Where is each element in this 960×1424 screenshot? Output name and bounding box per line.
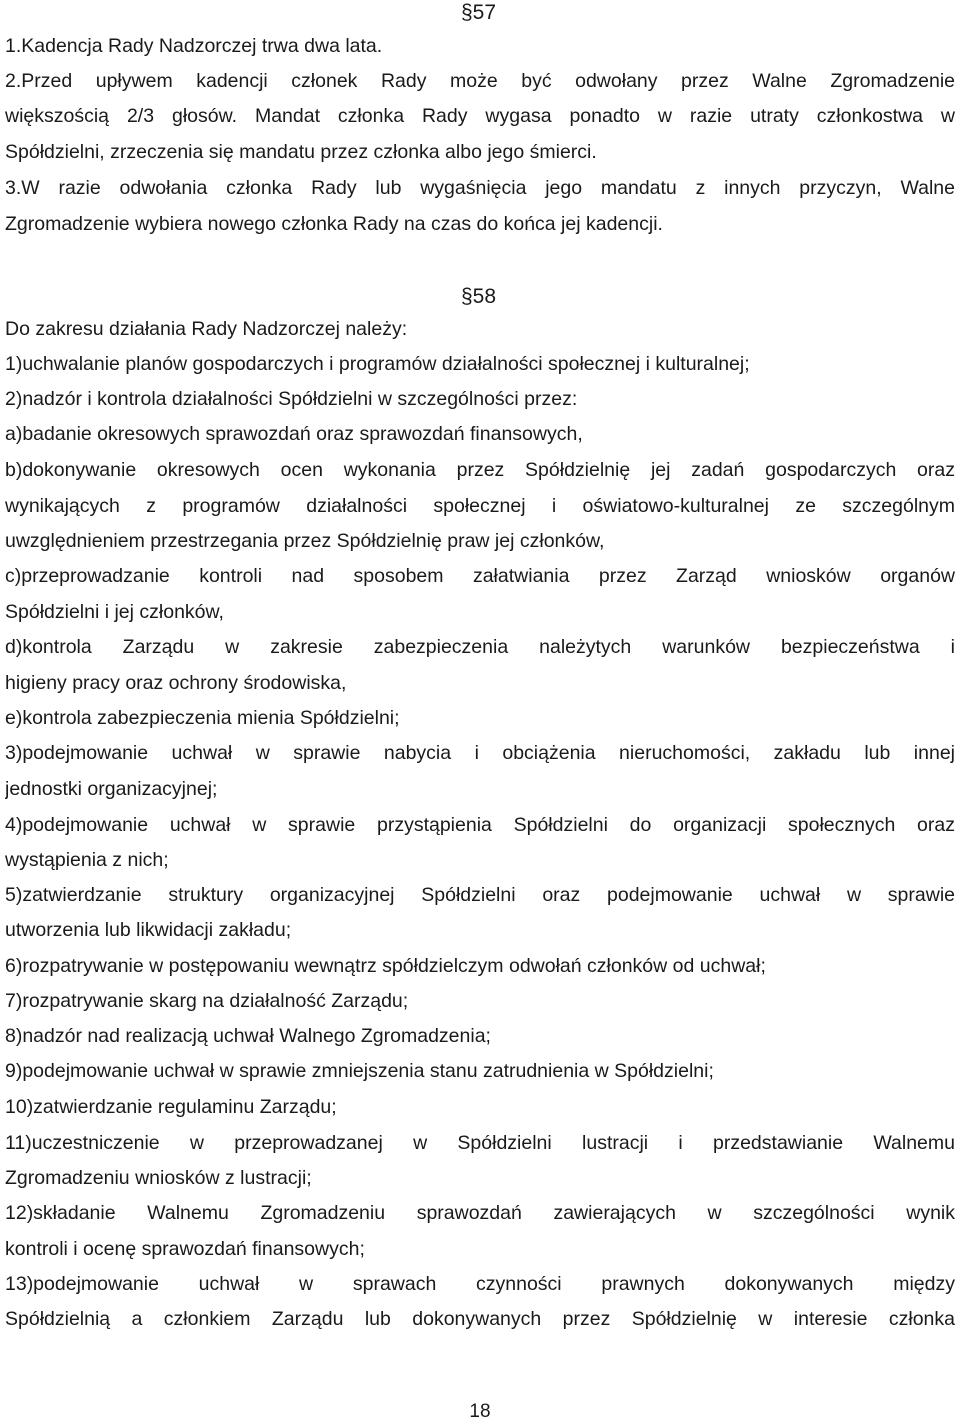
s58-line-24: 11)uczestniczenie w przeprowadzanej w Spółdzielni lustracji i przedstawianie Walnemu bbox=[5, 1132, 955, 1154]
s57-line-1: 1.Kadencja Rady Nadzorczej trwa dwa lata. bbox=[5, 35, 383, 57]
s58-line-23: 10)zatwierdzanie regulaminu Zarządu; bbox=[5, 1096, 337, 1118]
s58-line-16: wystąpienia z nich; bbox=[5, 849, 169, 871]
s58-line-11: higieny pracy oraz ochrony środowiska, bbox=[5, 672, 347, 694]
s58-line-4: a)badanie okresowych sprawozdań oraz sprawozdań finansowych, bbox=[5, 423, 583, 445]
s58-line-20: 7)rozpatrywanie skarg na działalność Zarządu; bbox=[5, 990, 409, 1012]
s58-line-7: uwzględnieniem przestrzegania przez Spółdzielnię praw jej członków, bbox=[5, 530, 605, 552]
s57-line-5: 3.W razie odwołania członka Rady lub wygaśnięcia jego mandatu z innych przyczyn, Walne bbox=[5, 177, 955, 199]
s58-line-26: 12)składanie Walnemu Zgromadzeniu sprawozdań zawierających w szczególności wynik bbox=[5, 1202, 955, 1224]
s57-line-6: Zgromadzenie wybiera nowego członka Rady na czas do końca jej kadencji. bbox=[5, 213, 663, 235]
s58-line-18: utworzenia lub likwidacji zakładu; bbox=[5, 919, 292, 941]
s58-line-13: 3)podejmowanie uchwał w sprawie nabycia i obciążenia nieruchomości, zakładu lub innej bbox=[5, 742, 955, 764]
s57-line-2: 2.Przed upływem kadencji członek Rady może być odwołany przez Walne Zgromadzenie bbox=[5, 70, 955, 92]
s57-line-3: większością 2/3 głosów. Mandat członka Rady wygasa ponadto w razie utraty członkostwa w bbox=[5, 105, 955, 127]
s58-line-10: d)kontrola Zarządu w zakresie zabezpieczenia należytych warunków bezpieczeństwa i bbox=[5, 636, 955, 658]
s58-line-25: Zgromadzeniu wniosków z lustracji; bbox=[5, 1167, 312, 1189]
s58-line-12: e)kontrola zabezpieczenia mienia Spółdzielni; bbox=[5, 707, 400, 729]
s58-line-3: 2)nadzór i kontrola działalności Spółdzielni w szczególności przez: bbox=[5, 388, 578, 410]
s58-line-2: 1)uchwalanie planów gospodarczych i programów działalności społecznej i kulturalnej; bbox=[5, 353, 750, 375]
s58-line-29: Spółdzielnią a członkiem Zarządu lub dokonywanych przez Spółdzielnię w interesie członka bbox=[5, 1308, 955, 1330]
s58-line-28: 13)podejmowanie uchwał w sprawach czynności prawnych dokonywanych między bbox=[5, 1273, 955, 1295]
page-number: 18 bbox=[469, 1401, 491, 1422]
s57-line-4: Spółdzielni, zrzeczenia się mandatu przez członka albo jego śmierci. bbox=[5, 141, 597, 163]
s58-line-8: c)przeprowadzanie kontroli nad sposobem załatwiania przez Zarząd wniosków organów bbox=[5, 565, 955, 587]
s58-line-14: jednostki organizacyjnej; bbox=[5, 778, 218, 800]
s58-line-1: Do zakresu działania Rady Nadzorczej należy: bbox=[5, 318, 408, 340]
s58-line-22: 9)podejmowanie uchwał w sprawie zmniejszenia stanu zatrudnienia w Spółdzielni; bbox=[5, 1060, 714, 1082]
s58-line-17: 5)zatwierdzanie struktury organizacyjnej Spółdzielni oraz podejmowanie uchwał w sprawie bbox=[5, 884, 955, 906]
s58-line-19: 6)rozpatrywanie w postępowaniu wewnątrz spółdzielczym odwołań członków od uchwał; bbox=[5, 955, 766, 977]
s58-line-9: Spółdzielni i jej członków, bbox=[5, 601, 224, 623]
s58-line-6: wynikających z programów działalności społecznej i oświatowo-kulturalnej ze szczególnym bbox=[5, 495, 955, 517]
section-58-marker: §58 bbox=[461, 285, 497, 308]
s58-line-15: 4)podejmowanie uchwał w sprawie przystąpienia Spółdzielni do organizacji społecznych oraz bbox=[5, 814, 955, 836]
section-57-marker: §57 bbox=[461, 1, 497, 24]
s58-line-27: kontroli i ocenę sprawozdań finansowych; bbox=[5, 1238, 365, 1260]
s58-line-5: b)dokonywanie okresowych ocen wykonania przez Spółdzielnię jej zadań gospodarczych oraz bbox=[5, 459, 955, 481]
s58-line-21: 8)nadzór nad realizacją uchwał Walnego Zgromadzenia; bbox=[5, 1025, 491, 1047]
